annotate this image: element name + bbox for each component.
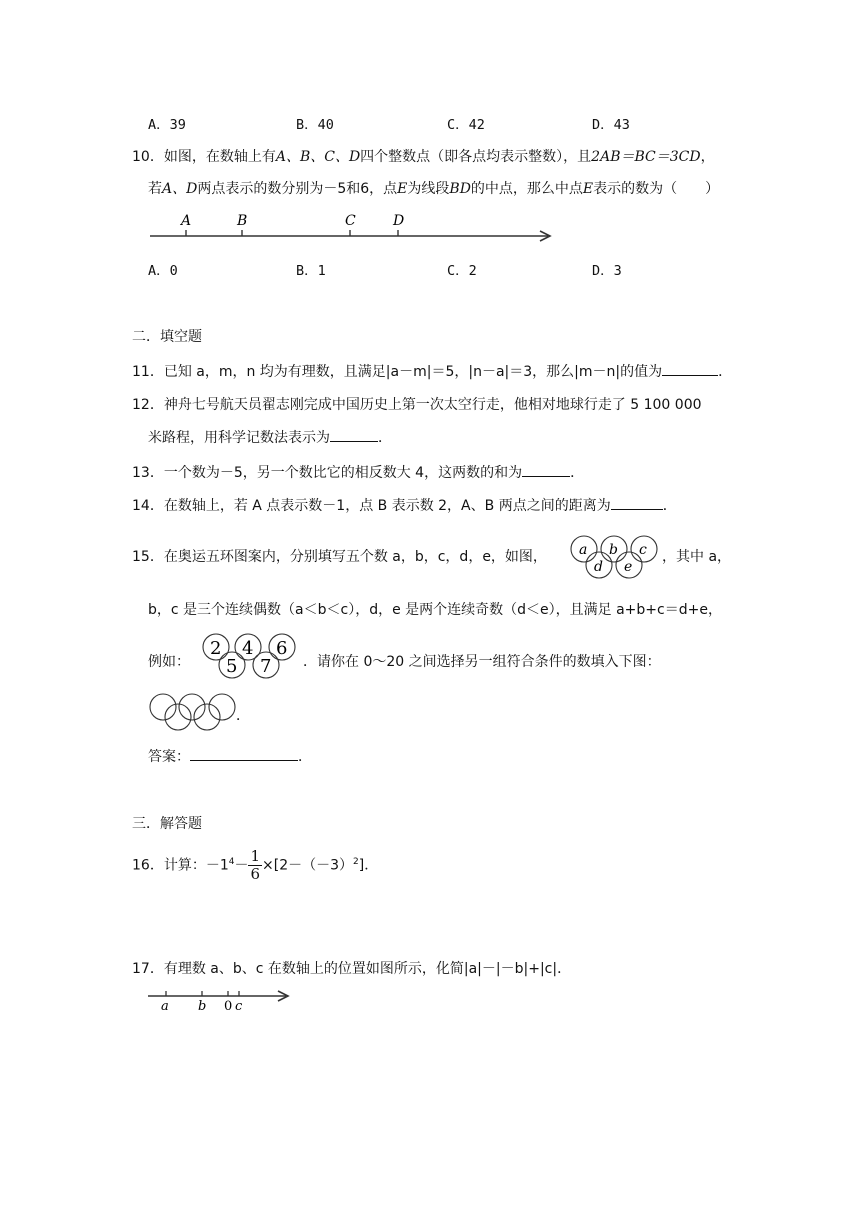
ring-example-2: 2 bbox=[210, 638, 222, 659]
q16 bbox=[132, 844, 378, 884]
olympic-rings-example-figure bbox=[200, 632, 300, 682]
q15-line1a: 15．在奥运五环图案内，分别填写五个数 a，b，c，d，e，如图， bbox=[132, 549, 547, 565]
q11-answer-blank[interactable] bbox=[662, 361, 718, 376]
q13 bbox=[132, 462, 584, 482]
q10-equation: 2AB＝BC＝3CD bbox=[591, 149, 701, 165]
q10-line1 bbox=[132, 146, 715, 166]
q15-answer-label: 答案： bbox=[148, 749, 190, 765]
q13-text: 13．一个数为－5，另一个数比它的相反数大 4，这两数的和为 bbox=[132, 465, 523, 481]
ring-letter-a: a bbox=[579, 542, 588, 558]
olympic-rings-blank-figure[interactable] bbox=[146, 692, 242, 734]
section-fill-in-heading: 二．填空题 bbox=[132, 329, 202, 345]
q9-option-c: C．42 bbox=[447, 117, 485, 133]
q13-answer-blank[interactable] bbox=[522, 462, 570, 477]
q14-text: 14．在数轴上，若 A 点表示数－1，点 B 表示数 2，A、B 两点之间的距离为 bbox=[132, 498, 611, 514]
q10-line2 bbox=[148, 178, 719, 198]
q15-answer-end: ． bbox=[298, 749, 312, 765]
q15-line1b: ，其中 a， bbox=[662, 549, 732, 565]
ring-example-5: 5 bbox=[226, 656, 238, 677]
q12-line1: 12．神舟七号航天员翟志刚完成中国历史上第一次太空行走，他相对地球行走了 5 100 000 bbox=[132, 397, 702, 413]
ring-letter-b: b bbox=[609, 542, 618, 558]
q11-text: 11．已知 a，m，n 均为有理数，且满足|a－m|＝5，|n－a|＝3，那么|m－n|的值为 bbox=[132, 364, 663, 380]
q14-answer-blank[interactable] bbox=[611, 495, 663, 510]
q16-exponent-2: 2 bbox=[353, 857, 359, 867]
q16-prefix: 16．计算：－1 bbox=[132, 857, 229, 874]
q10-text-bd: BD bbox=[449, 181, 471, 197]
q9-option-d: D．43 bbox=[592, 117, 630, 133]
axis-label-d: D bbox=[393, 213, 405, 229]
q10-mid: 四个整数点（即各点均表示整数），且 bbox=[360, 149, 592, 165]
q16-fraction bbox=[248, 848, 262, 883]
q10-prefix: 10．如图，在数轴上有 bbox=[132, 149, 276, 165]
q10-text-e: E bbox=[397, 181, 408, 197]
q15-line2: b，c 是三个连续偶数（a＜b＜c），d，e 是两个连续奇数（d＜e），且满足 a+b+c＝d+e， bbox=[148, 602, 722, 618]
q11-end: ． bbox=[718, 364, 733, 380]
q14-end: ． bbox=[662, 498, 677, 514]
axis-label-c: c bbox=[235, 999, 243, 1013]
q16-exponent: 4 bbox=[228, 857, 235, 867]
axis-label-b: B bbox=[237, 213, 248, 229]
q9-option-b: B．40 bbox=[296, 117, 334, 133]
axis-label-zero: 0 bbox=[224, 999, 233, 1013]
q10-number-line bbox=[140, 208, 560, 244]
q10-option-a: A．0 bbox=[148, 263, 178, 279]
q10-text-b: 两点表示的数分别为－5和6，点 bbox=[197, 181, 398, 197]
axis-label-a: A bbox=[181, 213, 192, 229]
q16-end: ]． bbox=[358, 857, 379, 874]
q10-line1-end: ， bbox=[700, 149, 715, 165]
ring-example-4: 4 bbox=[242, 638, 254, 659]
q10-option-c: C．2 bbox=[447, 263, 477, 279]
q10-option-b: B．1 bbox=[296, 263, 326, 279]
ring-letter-d: d bbox=[594, 559, 603, 575]
q10-text-a: 若 bbox=[148, 181, 162, 197]
q11 bbox=[132, 361, 732, 381]
ring-letter-e: e bbox=[624, 559, 633, 575]
q10-text-e2: E bbox=[582, 181, 594, 197]
ring-example-6: 6 bbox=[276, 638, 288, 659]
q10-points: A、B、C、D bbox=[275, 149, 361, 165]
q12-answer-blank[interactable] bbox=[330, 427, 378, 442]
q15-line3a: 例如： bbox=[148, 654, 190, 670]
axis-label-a: a bbox=[161, 999, 169, 1013]
ring-letter-c: c bbox=[639, 542, 647, 558]
q12-text: 米路程，用科学记数法表示为 bbox=[148, 430, 330, 446]
section-solve-heading: 三．解答题 bbox=[132, 816, 202, 832]
q10-text-f: 表示的数为（ ） bbox=[593, 181, 720, 197]
q16-minus: － bbox=[234, 857, 249, 874]
q10-text-c: 为线段 bbox=[407, 181, 450, 197]
q15-line4-end: ． bbox=[236, 708, 250, 724]
q10-option-d: D．3 bbox=[592, 263, 622, 279]
q14 bbox=[132, 495, 677, 515]
q16-fraction-numerator: 1 bbox=[250, 847, 261, 866]
q9-option-a: A．39 bbox=[148, 117, 186, 133]
q10-text-ad: A、D bbox=[162, 181, 198, 197]
olympic-rings-letters-figure bbox=[566, 534, 662, 582]
q12-end: ． bbox=[378, 430, 392, 446]
axis-label-c: C bbox=[345, 213, 356, 229]
q16-fraction-denominator: 6 bbox=[250, 865, 261, 884]
q12-line2 bbox=[148, 427, 392, 447]
ring-example-7: 7 bbox=[260, 656, 272, 677]
q13-end: ． bbox=[570, 465, 585, 481]
q17-text: 17．有理数 a、b、c 在数轴上的位置如图所示，化简|a|－|－b|+|c|． bbox=[132, 961, 572, 977]
q16-rest: ×[2－（－3） bbox=[262, 857, 354, 874]
q10-text-d: 的中点，那么中点 bbox=[470, 181, 583, 197]
q15-answer-blank[interactable] bbox=[190, 746, 298, 761]
axis-label-b: b bbox=[198, 999, 207, 1013]
q17-number-line bbox=[144, 985, 294, 1013]
q15-answer bbox=[148, 746, 312, 766]
q15-line3b: ．请你在 0～20 之间选择另一组符合条件的数填入下图： bbox=[303, 654, 661, 670]
